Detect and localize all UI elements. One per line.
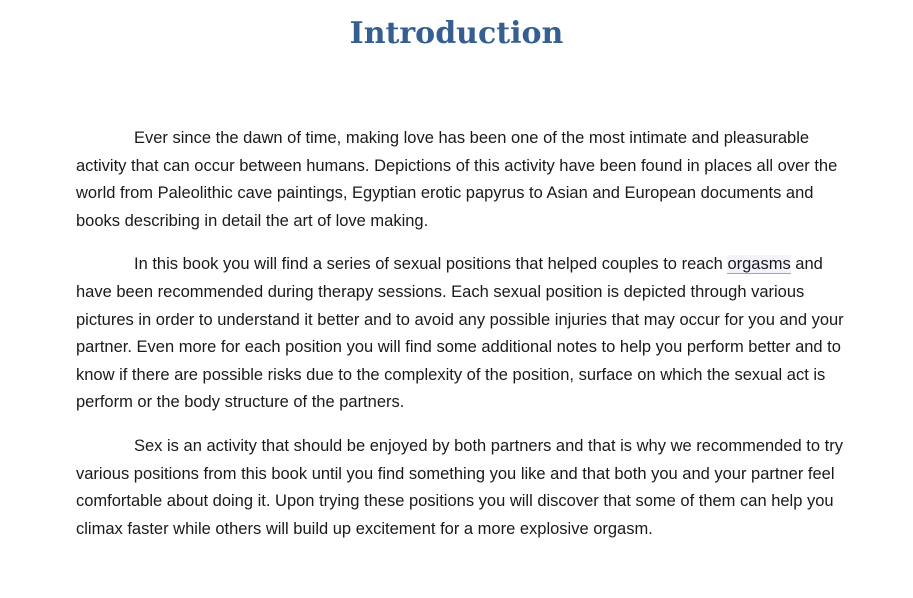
paragraph-2-lead: In this book you will find a series of sexual positions that helped couples to reach	[134, 255, 728, 274]
page-title: Introduction	[349, 16, 564, 51]
paragraph-2	[76, 251, 848, 417]
paragraph-2-rest: and have been recommended during therapy sessions. Each sexual position is depicted through various pictures in order to understand it better and to avoid any possible injuries that may occur for you and your partner. Even more for each position you will find some additional notes to help you perform better and to know if there are possible risks due to the complexity of the position, surface on which the sexual act is perform or the body structure of the partners.	[76, 255, 844, 412]
paragraph-3: Sex is an activity that should be enjoyed by both partners and that is why we recommended to try various positions from this book until you find something you like and that both you and your partner feel comfortable about doing it. Upon trying these positions you will discover that some of them can help you climax faster while others will build up excitement for a more explosive orgasm.	[76, 436, 843, 538]
orgasms-link[interactable]: orgasms	[727, 255, 791, 274]
document-body	[76, 125, 848, 559]
paragraph-1: Ever since the dawn of time, making love has been one of the most intimate and pleasurable activity that can occur between humans. Depictions of this activity have been found in places all over the world from Paleolithic cave paintings, Egyptian erotic papyrus to Asian and European documents and books describing in detail the art of love making.	[76, 129, 838, 230]
